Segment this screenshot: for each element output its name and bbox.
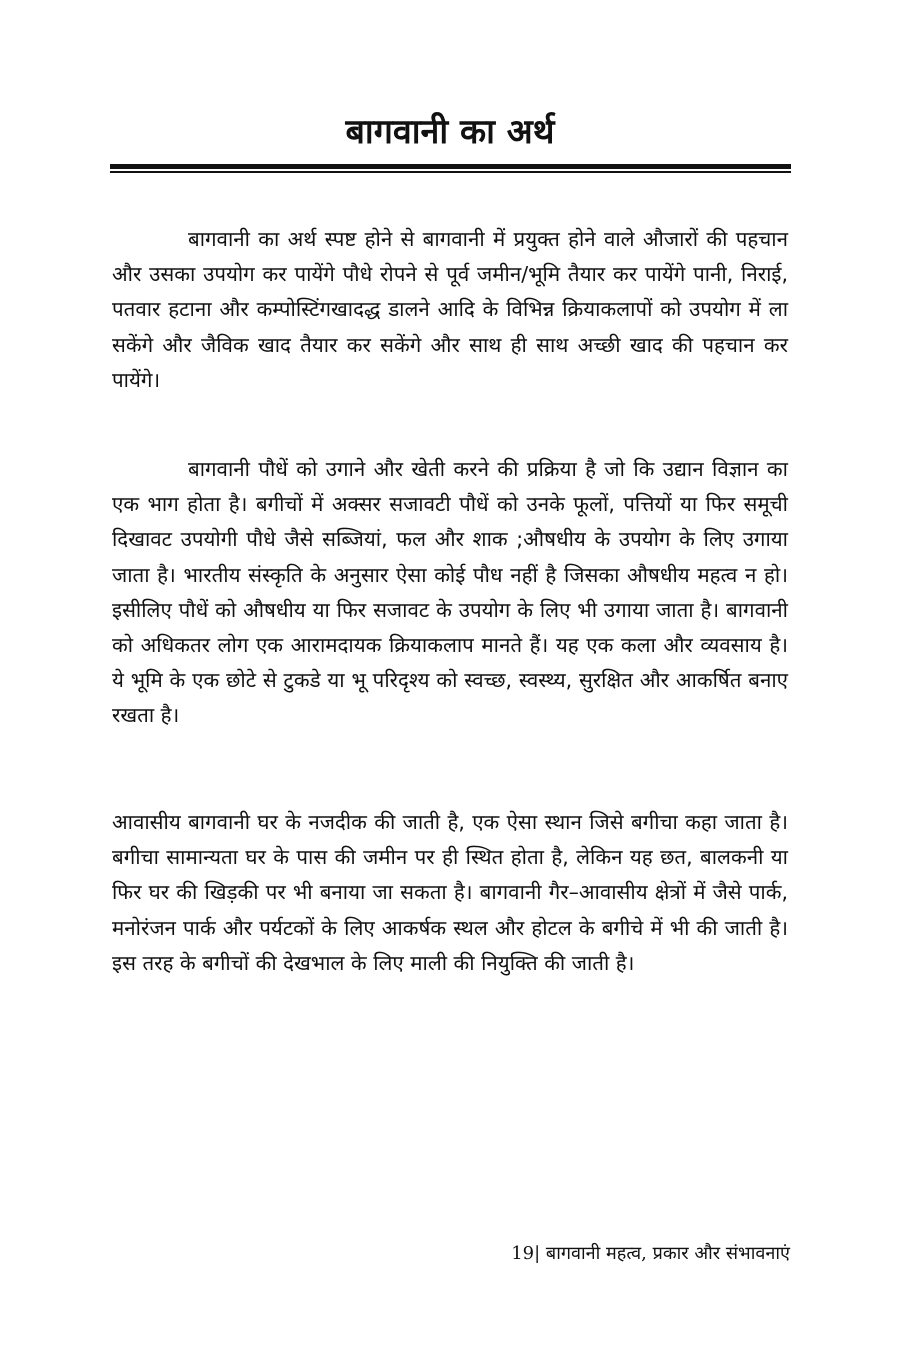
paragraph-3: आवासीय बागवानी घर के नजदीक की जाती है, एक ऐसा स्थान जिसे बगीचा कहा जाता है। बगीचा सामान्यता घर के पास की जमीन पर ही स्थित होता है, लेकिन यह छत, बालकनी या फिर घर की खिड़की पर भी बनाया जा सकता है। बागवानी गैर–आवासीय क्षेत्रों में जैसे पार्क, मनोरंजन पार्क और पर्यटकों के लिए आकर्षक स्थल और होटल के बगीचे में भी की जाती है। इस तरह के बगीचों की देखभाल के लिए माली की नियुक्ति की जाती है। (112, 810, 788, 975)
page-footer (511, 1240, 790, 1268)
footer-separator: | (534, 1243, 541, 1264)
title-underline-thick (110, 164, 791, 169)
paragraph-1: बागवानी का अर्थ स्पष्ट होने से बागवानी में प्रयुक्त होने वाले औजारों की पहचान और उसका उपयोग कर पायेंगे पौधे रोपने से पूर्व जमीन/भूमि तैयार कर पायेंगे पानी, निराई, पतवार हटाना और कम्पोस्टिंगखादद्ध डालने आदि के विभिन्न क्रियाकलापों को उपयोग में ला सकेंगे और जैविक खाद तैयार कर सकेंगे और साथ ही साथ अच्छी खाद की पहचान कर पायेंगे। (112, 227, 788, 392)
page-number: 19 (511, 1243, 535, 1264)
paragraph-2: बागवानी पौधें को उगाने और खेती करने की प्रक्रिया है जो कि उद्यान विज्ञान का एक भाग होता है। बगीचों में अक्सर सजावटी पौधें को उनके फूलों, पत्तियों या फिर समूची दिखावट उपयोगी पौधे जैसे सब्जियां, फल और शाक ;औषधीय के उपयोग के लिए उगाया जाता है। भारतीय संस्कृति के अनुसार ऐसा कोई पौध नहीं है जिसका औषधीय महत्व न हो। इसीलिए पौधें को औषधीय या फिर सजावट के उपयोग के लिए भी उगाया जाता है। बागवानी को अधिकतर लोग एक आरामदायक क्रियाकलाप मानते हैं। यह एक कला और व्यवसाय है। ये भूमि के एक छोटे से टुकडे या भू परिदृश्य को स्वच्छ, स्वस्थ्य, सुरक्षित और आकर्षित बनाए रखता है। (112, 457, 788, 728)
page-title: बागवानी का अर्थ (345, 112, 555, 152)
book-title: बागवानी महत्व, प्रकार और संभावनाएं (545, 1243, 790, 1264)
title-underline-thin (110, 171, 791, 173)
